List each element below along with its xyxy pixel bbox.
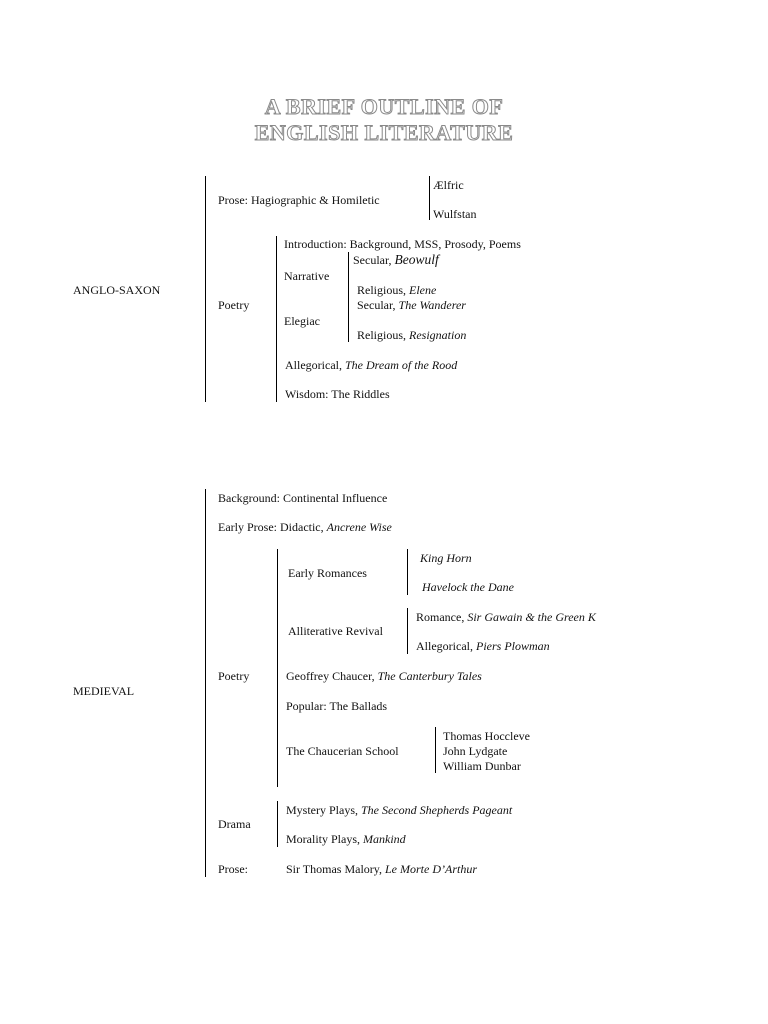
author-wulfstan: Wulfstan <box>433 207 477 221</box>
author-aelfric: Ælfric <box>433 178 464 192</box>
page-title-line-2: ENGLISH LITERATURE <box>254 120 514 145</box>
malory-entry: Sir Thomas Malory, Le Morte D’Arthur <box>286 862 477 876</box>
poet-lydgate: John Lydgate <box>443 744 508 758</box>
elegiac-label: Elegiac <box>284 314 320 328</box>
elegiac-religious: Religious, Resignation <box>357 328 467 342</box>
medieval-poetry-label: Poetry <box>218 669 250 683</box>
elegiac-secular: Secular, The Wanderer <box>357 298 466 312</box>
anglo-saxon-bracket <box>205 176 206 402</box>
morality-plays: Morality Plays, Mankind <box>286 832 406 846</box>
alliterative-romance: Romance, Sir Gawain & the Green K <box>416 610 596 624</box>
chaucer-entry: Geoffrey Chaucer, The Canterbury Tales <box>286 669 482 683</box>
mystery-plays: Mystery Plays, The Second Shepherds Pageant <box>286 803 513 817</box>
chaucerian-school-bracket <box>435 727 436 773</box>
medieval-bracket <box>205 489 206 877</box>
popular-ballads: Popular: The Ballads <box>286 699 388 713</box>
medieval-early-prose: Early Prose: Didactic, Ancrene Wise <box>218 520 392 534</box>
anglo-saxon-poetry-label: Poetry <box>218 298 250 312</box>
medieval-poetry-bracket <box>277 549 278 787</box>
chaucerian-school-label: The Chaucerian School <box>286 744 399 758</box>
poet-hoccleve: Thomas Hoccleve <box>443 729 530 743</box>
narrative-elegiac-bracket <box>348 252 349 342</box>
period-label-medieval: MEDIEVAL <box>73 684 135 698</box>
work-havelock: Havelock the Dane <box>422 580 514 594</box>
poetry-introduction: Introduction: Background, MSS, Prosody, Poems <box>284 237 521 251</box>
alliterative-allegorical: Allegorical, Piers Plowman <box>416 639 550 653</box>
narrative-label: Narrative <box>284 269 330 283</box>
drama-label: Drama <box>218 817 251 831</box>
medieval-prose-label: Prose: <box>218 862 248 876</box>
work-king-horn: King Horn <box>420 551 472 565</box>
medieval-background: Background: Continental Influence <box>218 491 388 505</box>
early-romances-bracket <box>407 549 408 595</box>
poet-dunbar: William Dunbar <box>443 759 521 773</box>
wisdom-poetry: Wisdom: The Riddles <box>285 387 390 401</box>
narrative-religious: Religious, Elene <box>357 283 437 297</box>
page-title-line-1: A BRIEF OUTLINE OF <box>264 94 504 119</box>
anglo-saxon-prose-label: Prose: Hagiographic & Homiletic <box>218 193 380 207</box>
prose-authors-bracket <box>429 176 430 220</box>
period-label-anglo-saxon: ANGLO-SAXON <box>73 283 161 297</box>
allegorical-poem: Allegorical, The Dream of the Rood <box>285 358 458 372</box>
alliterative-revival-label: Alliterative Revival <box>288 624 383 638</box>
narrative-secular: Secular, Beowulf <box>353 252 439 267</box>
early-romances-label: Early Romances <box>288 566 367 580</box>
drama-bracket <box>277 801 278 847</box>
anglo-saxon-poetry-bracket <box>276 236 277 402</box>
alliterative-bracket <box>407 608 408 654</box>
